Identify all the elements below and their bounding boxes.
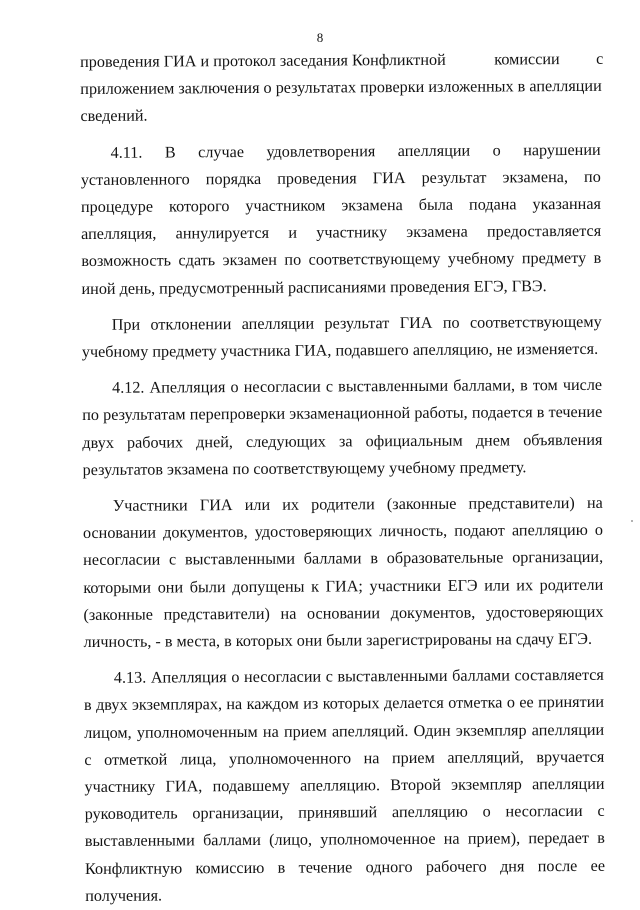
document-body — [80, 46, 605, 910]
page-number: 8 — [316, 30, 324, 45]
paragraph-appeal-rejection: При отклонении апелляции результат ГИА по соответствующему учебному предмету участника ГИА, подавшего апелляцию, не изменяется. — [81, 312, 602, 362]
paragraph-line: проведения ГИА и протокол заседания Конфликтной комиссии с — [80, 49, 604, 71]
paragraph-line: приложением заключения о результатах проверки изложенных в апелляции — [80, 77, 602, 99]
paragraph-continuation — [80, 46, 604, 131]
paragraph-4-12: 4.12. Апелляция о несогласии с выставленными баллами, в том числе по результатам перепроверки экзаменационной работы, подается в течение двух рабочих дней, следующих за официальным днем объявления результатов экзамена по соответствующему учебному предмету. — [82, 376, 603, 479]
paragraph-4-11: 4.11. В случае удовлетворения апелляции о нарушении установленного порядка проведения ГИА результат экзамена, по процедуре которого участником экзамена была подана указанная апелляция, аннулируется и участнику экзамена предоставляется возможность сдать экзамен по соответствующему учебному предмету в иной день, предусмотренный расписаниями проведения ЕГЭ, ГВЭ. — [80, 140, 602, 298]
paragraph-4-13: 4.13. Апелляция о несогласии с выставленными баллами составляется в двух экземплярах, на каждом из которых делается отметка о ее принятии лицом, уполномоченным на прием апелляций. Один экземпляр апелляции с отметкой лица, уполномоченного на прием апелляций, вручается участнику ГИА, подавшему апелляцию. Второй экземпляр апелляции руководитель организации, принявший апелляцию о несогласии с выставленными баллами (лицо, уполномоченное на прием), передает в Конфликтную комиссию в течение одного рабочего дня после ее получения. — [83, 666, 606, 905]
scan-speck — [631, 520, 633, 522]
paragraph-line: сведений. — [80, 106, 148, 126]
paragraph-participants: Участники ГИА или их родители (законные представители) на основании документов, удостоверяющих личность, подают апелляцию о несогласии с выставленными баллами в образовательные организации, которыми они были допущены к ГИА; участники ЕГЭ или их родители (законные представители) на основании документов, удостоверяющих личность, - в места, в которых они были зарегистрированы на сдачу ЕГЭ. — [82, 493, 604, 652]
